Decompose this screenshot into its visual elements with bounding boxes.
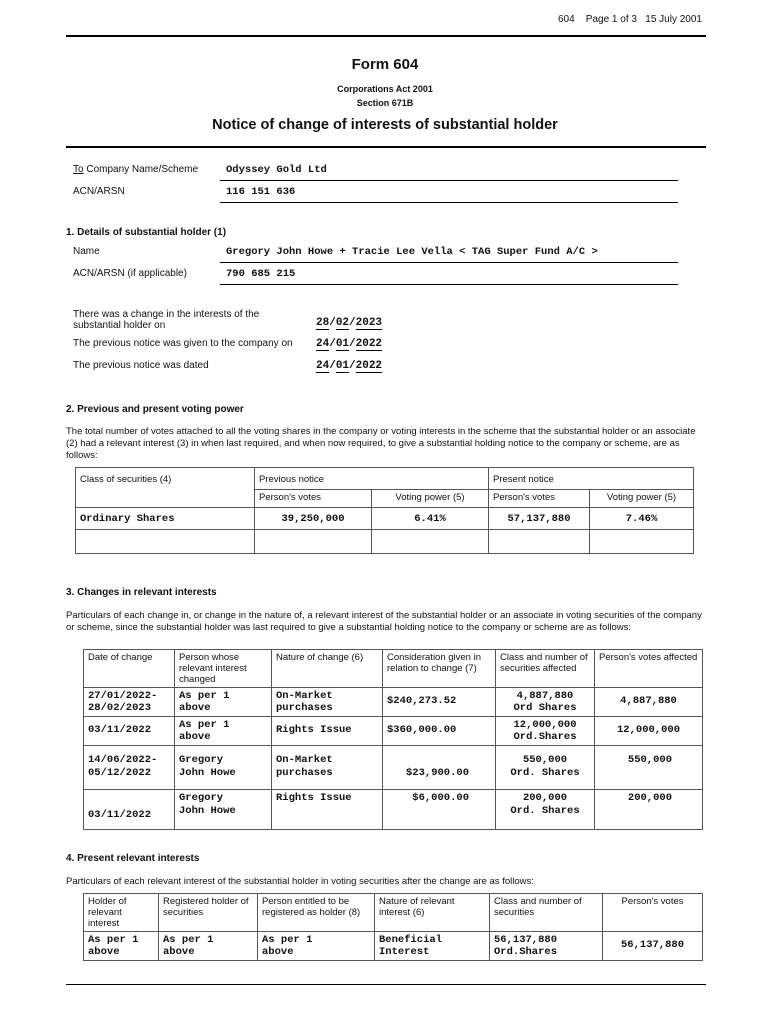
row3-class: 550,000 Ord. Shares: [496, 746, 595, 790]
given-month: 01: [335, 338, 350, 350]
row2-consid: $360,000.00: [383, 717, 496, 746]
class-value: Ordinary Shares: [76, 508, 255, 530]
row3-person: Gregory John Howe: [175, 746, 272, 790]
table-row: [84, 717, 703, 746]
row3-consid: $23,900.00: [383, 746, 496, 790]
col-nature: Nature of relevant interest (6): [375, 894, 490, 932]
given-date: [316, 338, 382, 350]
dated-month: 01: [335, 360, 350, 372]
row4-consid: $6,000.00: [383, 790, 496, 830]
col-nature: Nature of change (6): [272, 650, 383, 688]
section2-paragraph: The total number of votes attached to all the voting shares in the company or voting interests in the scheme that the substantial holder or an associate (2) had a relevant interest (3) in when last required, and when now required, to give a substantial holding notice to the company or scheme, are as follows:: [66, 426, 696, 461]
row2-date: 03/11/2022: [84, 717, 175, 746]
col-holder: Holder of relevant interest: [84, 894, 159, 932]
col-class: Class and number of securities: [490, 894, 603, 932]
col-pres-votes: Person's votes: [489, 490, 590, 508]
holder-value: As per 1 above: [84, 932, 159, 961]
row3-date: 14/06/2022- 05/12/2022: [84, 746, 175, 790]
divider: [220, 180, 678, 181]
prev-votes-value: 39,250,000: [255, 508, 372, 530]
section3-heading: 3. Changes in relevant interests: [66, 587, 217, 598]
changes-table: [83, 649, 703, 830]
col-entitled: Person entitled to be registered as holder (8): [258, 894, 375, 932]
change-date-label: There was a change in the interests of the substantial holder on: [73, 309, 260, 331]
dated-label: The previous notice was dated: [73, 360, 209, 371]
col-consid: Consideration given in relation to change (7): [383, 650, 496, 688]
class-value: 56,137,880 Ord.Shares: [490, 932, 603, 961]
to-company-label: [73, 164, 198, 175]
holder-name-value: Gregory John Howe + Tracie Lee Vella < TAG Super Fund A/C >: [226, 246, 598, 258]
row2-nature: Rights Issue: [272, 717, 383, 746]
table-row: [84, 790, 703, 830]
section3-paragraph: Particulars of each change in, or change in the nature of, a relevant interest of the substantial holder or an associate in voting securities of the company or scheme, since the substantial holder was last required to give a substantial holding notice to the company or scheme are as follows:: [66, 610, 702, 633]
pres-votes-value: 57,137,880: [489, 508, 590, 530]
table-row: [76, 508, 694, 530]
date-sep: /: [349, 317, 356, 329]
entitled-value: As per 1 above: [258, 932, 375, 961]
given-year: 2022: [355, 338, 383, 350]
divider: [220, 202, 678, 203]
col-prev-header: Previous notice: [255, 468, 489, 490]
table-row: [84, 746, 703, 790]
registered-value: As per 1 above: [159, 932, 258, 961]
holder-name-label: Name: [73, 246, 100, 257]
company-label: Company Name/Scheme: [86, 164, 199, 175]
dated-year: 2022: [355, 360, 383, 372]
title-rule: [66, 146, 706, 148]
row4-person: Gregory John Howe: [175, 790, 272, 830]
row3-votes: 550,000: [595, 746, 703, 790]
row2-class: 12,000,000 Ord.Shares: [496, 717, 595, 746]
notice-title: Notice of change of interests of substantial holder: [212, 117, 558, 133]
company-value: Odyssey Gold Ltd: [226, 164, 327, 176]
votes-value: 56,137,880: [603, 932, 703, 961]
top-rule: [66, 35, 706, 37]
date-sep: /: [329, 338, 336, 350]
section4-heading: 4. Present relevant interests: [66, 853, 200, 864]
divider: [220, 284, 678, 285]
pres-power-value: 7.46%: [590, 508, 694, 530]
dated-day: 24: [316, 360, 330, 372]
to-label: To: [73, 164, 84, 175]
row1-votes: 4,887,880: [595, 688, 703, 717]
row4-nature: Rights Issue: [272, 790, 383, 830]
date-sep: /: [329, 317, 336, 329]
empty-cell: [372, 530, 489, 554]
voting-power-table: [75, 467, 694, 554]
row1-consid: $240,273.52: [383, 688, 496, 717]
row1-person: As per 1 above: [175, 688, 272, 717]
row4-class: 200,000 Ord. Shares: [496, 790, 595, 830]
change-date: [316, 317, 382, 329]
row1-class: 4,887,880 Ord Shares: [496, 688, 595, 717]
act-name: Corporations Act 2001: [337, 84, 433, 94]
empty-cell: [489, 530, 590, 554]
section2-heading: 2. Previous and present voting power: [66, 404, 244, 415]
col-pres-header: Present notice: [489, 468, 694, 490]
page-number: Page 1 of 3: [585, 14, 637, 25]
date-sep: /: [349, 338, 356, 350]
holder-acn-label: ACN/ARSN (if applicable): [73, 268, 187, 279]
col-person: Person whose relevant interest changed: [175, 650, 272, 688]
page-header: [558, 14, 702, 25]
header-date: 15 July 2001: [645, 14, 702, 25]
table-row: [84, 688, 703, 717]
acn-label: ACN/ARSN: [73, 186, 125, 197]
empty-cell: [76, 530, 255, 554]
change-month: 02: [335, 317, 350, 329]
form-number: 604: [557, 14, 575, 25]
holder-acn-value: 790 685 215: [226, 268, 296, 280]
row4-votes: 200,000: [595, 790, 703, 830]
row1-nature: On-Market purchases: [272, 688, 383, 717]
row3-nature: On-Market purchases: [272, 746, 383, 790]
empty-cell: [590, 530, 694, 554]
row4-date: 03/11/2022: [84, 790, 175, 830]
change-year: 2023: [355, 317, 383, 329]
section4-paragraph: Particulars of each relevant interest of the substantial holder in voting securities after the change are as follows:: [66, 876, 534, 887]
date-sep: /: [329, 360, 336, 372]
prev-power-value: 6.41%: [372, 508, 489, 530]
table-row: [84, 932, 703, 961]
col-registered: Registered holder of securities: [159, 894, 258, 932]
empty-cell: [255, 530, 372, 554]
col-votes: Person's votes affected: [595, 650, 703, 688]
given-day: 24: [316, 338, 330, 350]
col-prev-power: Voting power (5): [372, 490, 489, 508]
form-title: Form 604: [351, 56, 419, 73]
col-pres-power: Voting power (5): [590, 490, 694, 508]
row1-date: 27/01/2022- 28/02/2023: [84, 688, 175, 717]
row2-votes: 12,000,000: [595, 717, 703, 746]
col-class: Class and number of securities affected: [496, 650, 595, 688]
date-sep: /: [349, 360, 356, 372]
section1-heading: 1. Details of substantial holder (1): [66, 227, 227, 238]
given-date-label: The previous notice was given to the company on: [73, 338, 293, 349]
table-row-empty: [76, 530, 694, 554]
dated-date: [316, 360, 382, 372]
bottom-rule: [66, 984, 706, 985]
col-class-header: Class of securities (4): [76, 468, 255, 508]
col-votes: Person's votes: [603, 894, 703, 932]
acn-value: 116 151 636: [226, 186, 296, 198]
col-prev-votes: Person's votes: [255, 490, 372, 508]
change-day: 28: [316, 317, 330, 329]
section-name: Section 671B: [356, 98, 414, 108]
divider: [220, 262, 678, 263]
present-interests-table: [83, 893, 703, 961]
col-date: Date of change: [84, 650, 175, 688]
nature-value: Beneficial Interest: [375, 932, 490, 961]
row2-person: As per 1 above: [175, 717, 272, 746]
